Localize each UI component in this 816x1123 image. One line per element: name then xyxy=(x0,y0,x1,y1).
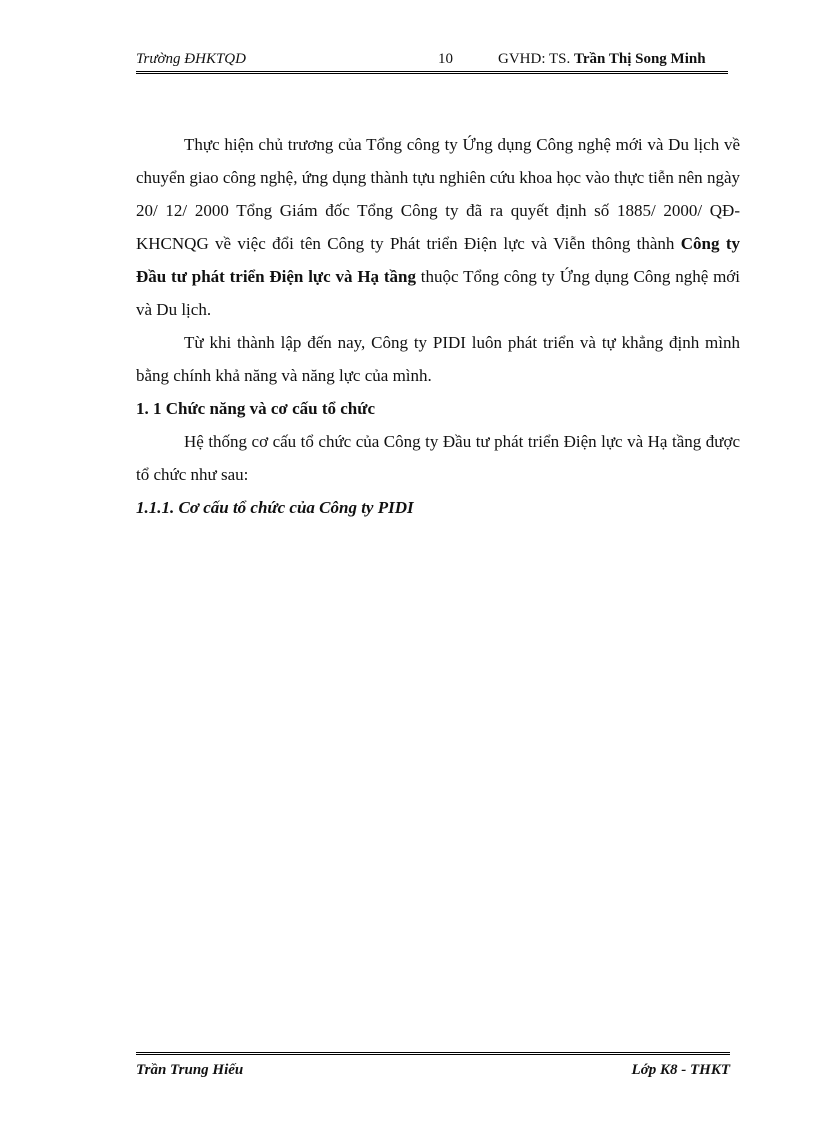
header-page-number: 10 xyxy=(438,51,453,67)
subsection-heading: 1.1.1. Cơ cấu tổ chức của Công ty PIDI xyxy=(136,498,414,517)
header-advisor xyxy=(498,51,706,68)
header-advisor-name: Trần Thị Song Minh xyxy=(573,51,706,67)
paragraph-1-text-b: thuộc Tổng công ty Ứng dụng Công nghệ mới và Du lịch. xyxy=(136,267,741,319)
header-rule xyxy=(136,71,728,74)
page-header xyxy=(136,48,728,74)
footer-class: Lớp K8 - THKT xyxy=(631,1062,730,1078)
paragraph-1-bold: Công ty Đầu tư phát triển Điện lực và Hạ tầng xyxy=(136,234,740,286)
paragraph-2: Từ khi thành lập đến nay, Công ty PIDI luôn phát triển và tự khẳng định mình bằng chính khả năng và năng lực của mình. xyxy=(136,333,740,385)
header-school: Trường ĐHKTQD xyxy=(136,51,246,67)
document-body xyxy=(136,128,740,524)
footer-rule xyxy=(136,1052,730,1055)
paragraph-3: Hệ thống cơ cấu tổ chức của Công ty Đầu tư phát triển Điện lực và Hạ tầng được tổ chức như sau: xyxy=(136,432,740,484)
page-footer xyxy=(136,1052,730,1082)
footer-author: Trần Trung Hiếu xyxy=(136,1062,244,1078)
paragraph-1-text-a: Thực hiện chủ trương của Tổng công ty Ứng dụng Công nghệ mới và Du lịch về chuyển giao công nghệ, ứng dụng thành tựu nghiên cứu khoa học vào thực tiễn nên ngày 20/ 12/ 2000 Tổng Giám đốc Tổng Công ty đã ra quyết định số 1885/ 2000/ QĐ-KHCNQG về việc đổi tên Công ty Phát triển Điện lực và Viễn thông thành xyxy=(136,135,740,253)
header-advisor-prefix: GVHD: TS. xyxy=(498,51,571,67)
section-heading: 1. 1 Chức năng và cơ cấu tổ chức xyxy=(136,399,376,418)
paragraph-1 xyxy=(136,128,740,326)
